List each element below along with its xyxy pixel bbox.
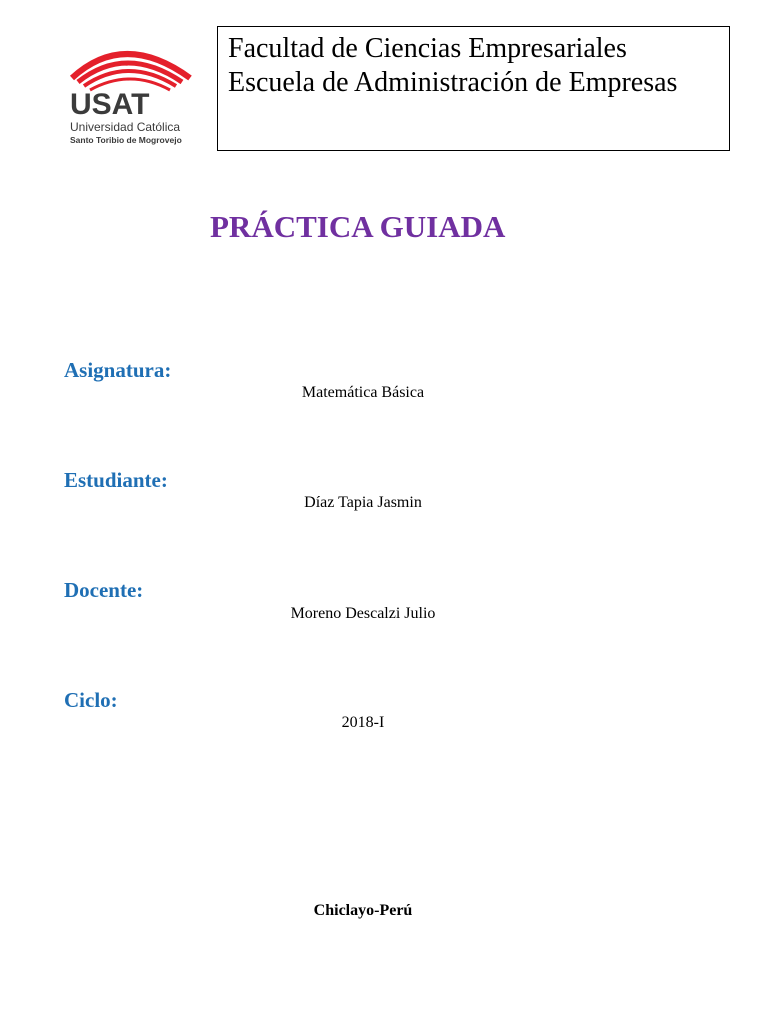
teacher-value: Moreno Descalzi Julio (290, 605, 436, 622)
cycle-value: 2018-I (341, 714, 385, 731)
student-value: Díaz Tapia Jasmin (304, 494, 422, 511)
student-label: Estudiante: (64, 468, 168, 492)
city-footer: Chiclayo-Perú (313, 902, 413, 919)
document-title: PRÁCTICA GUIADA (210, 209, 506, 244)
logo-line-2: Santo Toribio de Mogrovejo (70, 135, 182, 145)
subject-value: Matemática Básica (301, 384, 425, 401)
usat-logo-icon (64, 38, 196, 148)
subject-label: Asignatura: (64, 358, 172, 382)
university-logo (64, 38, 196, 148)
faculty-name: Facultad de Ciencias Empresariales (228, 33, 627, 64)
logo-acronym: USAT (70, 88, 150, 121)
teacher-label: Docente: (64, 578, 144, 602)
logo-line-1: Universidad Católica (70, 120, 181, 134)
school-name: Escuela de Administración de Empresas (228, 67, 678, 98)
cycle-label: Ciclo: (64, 688, 118, 712)
header-box (217, 26, 730, 151)
